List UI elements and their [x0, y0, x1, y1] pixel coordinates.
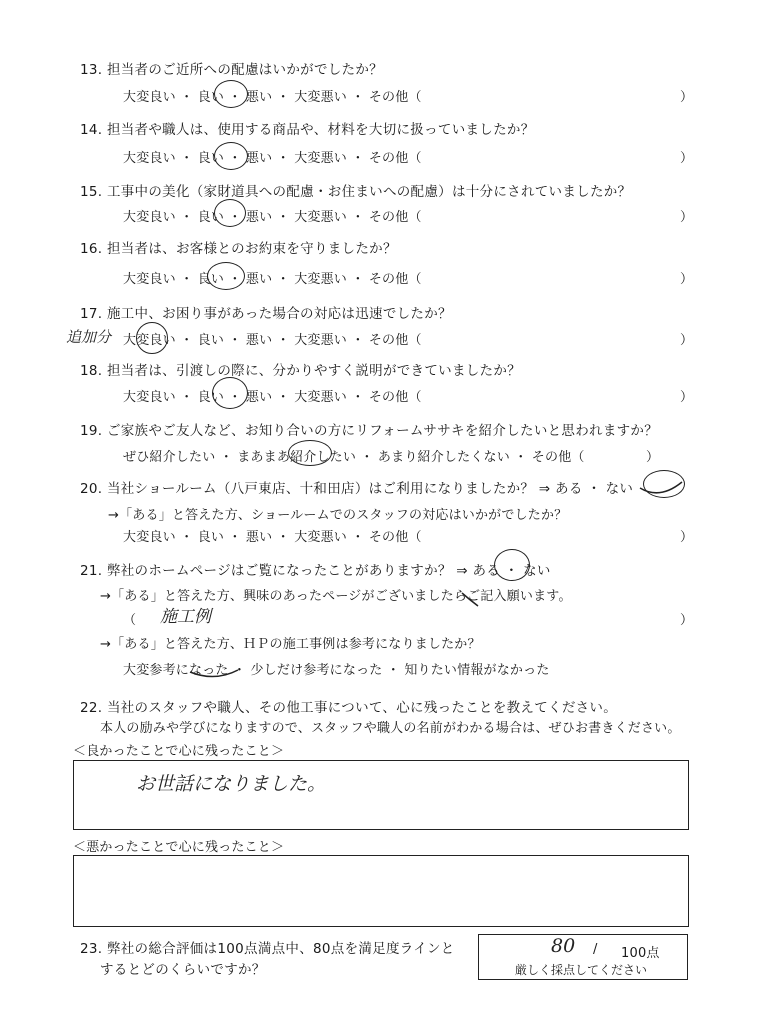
q21-sub-question-2: →「ある」と答えた方、ＨＰの施工事例は参考になりましたか？	[100, 637, 481, 652]
q22-good-answer: お世話になりました。	[136, 773, 327, 795]
q15-close: ）	[680, 210, 694, 225]
q18-close: ）	[680, 390, 694, 405]
q15-options[interactable]: 大変良い ・ 良い ・ 悪い ・ 大変悪い ・ その他（	[123, 210, 422, 225]
q17-close: ）	[680, 333, 694, 348]
q22-question: 22. 当社のスタッフや職人、その他工事について、心に残ったことを教えてください。	[80, 700, 618, 716]
q13-question: 13. 担当者のご近所への配慮はいかがでしたか？	[80, 62, 383, 78]
q23-question: 23. 弊社の総合評価は100点満点中、80点を満足度ラインと	[80, 941, 455, 957]
q14-options[interactable]: 大変良い ・ 良い ・ 悪い ・ 大変悪い ・ その他（	[123, 151, 422, 166]
q16-options[interactable]: 大変良い ・ 良い ・ 悪い ・ 大変悪い ・ その他（	[123, 272, 422, 287]
q16-close: ）	[680, 272, 694, 287]
q21-handwritten-answer[interactable]: 施工例	[160, 607, 211, 627]
q18-question: 18. 担当者は、引渡しの際に、分かりやすく説明ができていましたか？	[80, 363, 521, 379]
q23-question-line2: するとどのくらいですか？	[100, 962, 266, 978]
q23-score-value: 80	[551, 935, 576, 957]
q15-question: 15. 工事中の美化（家財道具への配慮・お住まいへの配慮）は十分にされていましたか？	[80, 184, 632, 200]
q14-close: ）	[680, 151, 694, 166]
q21-question: 21. 弊社のホームページはご覧になったことがありますか？ ⇒ ある ・ ない	[80, 563, 551, 579]
q20-close: ）	[680, 530, 694, 545]
q23-score-max: 100点	[621, 946, 660, 961]
q23-score-slash: /	[593, 942, 598, 957]
q16-question: 16. 担当者は、お客様とのお約束を守りましたか？	[80, 241, 397, 257]
q17-options[interactable]: 大変良い ・ 良い ・ 悪い ・ 大変悪い ・ その他（	[123, 333, 422, 348]
q22-question-line2: 本人の励みや学びになりますので、スタッフや職人の名前がわかる場合は、ぜひお書きください。	[100, 721, 681, 736]
q17-handwritten-note: 追加分	[66, 328, 112, 346]
q14-question: 14. 担当者や職人は、使用する商品や、材料を大切に扱っていましたか？	[80, 122, 535, 138]
q20-options[interactable]: 大変良い ・ 良い ・ 悪い ・ 大変悪い ・ その他（	[123, 530, 422, 545]
q18-options[interactable]: 大変良い ・ 良い ・ 悪い ・ 大変悪い ・ その他（	[123, 390, 422, 405]
q21-options[interactable]: 大変参考になった ・ 少しだけ参考になった ・ 知りたい情報がなかった	[123, 663, 550, 678]
q21-sub-question-1: →「ある」と答えた方、興味のあったページがございましたらご記入願います。	[100, 589, 572, 604]
q21-open: （	[123, 613, 137, 628]
q22-bad-label: ＜悪かったことで心に残ったこと＞	[73, 840, 285, 855]
q21-close: ）	[680, 613, 694, 628]
q20-question: 20. 当社ショールーム（八戸東店、十和田店）はご利用になりましたか？ ⇒ ある ・ ない	[80, 481, 634, 497]
q22-good-label: ＜良かったことで心に残ったこと＞	[73, 744, 285, 759]
q17-question: 17. 施工中、お困り事があった場合の対応は迅速でしたか？	[80, 306, 452, 322]
q19-close: ）	[646, 450, 660, 465]
q19-options[interactable]: ぜひ紹介したい ・ まあまあ紹介したい ・ あまり紹介したくない ・ その他（	[123, 450, 585, 465]
q13-close: ）	[680, 90, 694, 105]
q13-options[interactable]: 大変良い ・ 良い ・ 悪い ・ 大変悪い ・ その他（	[123, 90, 422, 105]
q19-question: 19. ご家族やご友人など、お知り合いの方にリフォームササキを紹介したいと思われますか？	[80, 423, 659, 439]
q23-score-note: 厳しく採点してください	[515, 963, 648, 977]
q20-sub-question: →「ある」と答えた方、ショールームでのスタッフの対応はいかがでしたか？	[108, 508, 568, 523]
